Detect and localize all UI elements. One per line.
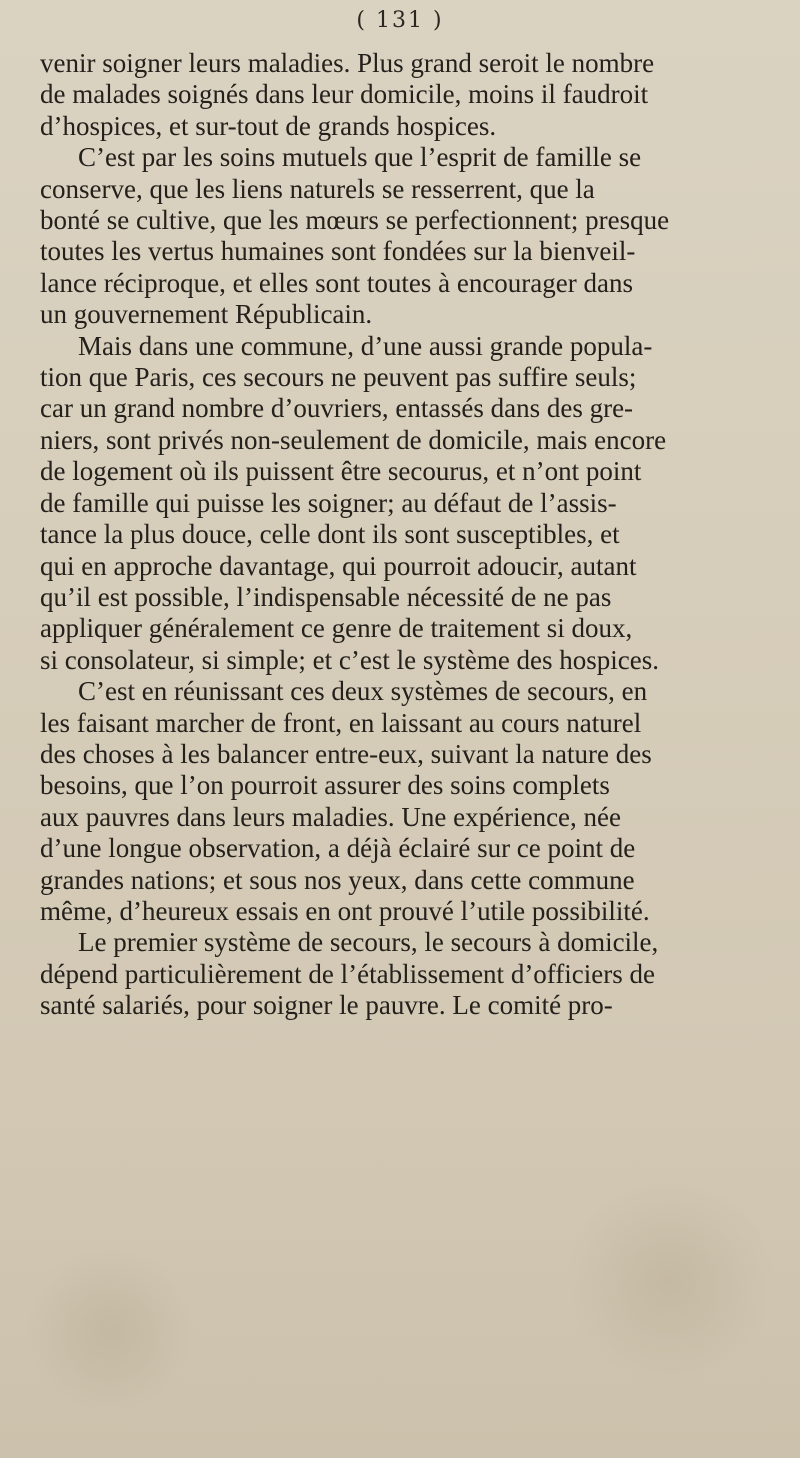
text-line: qu’il est possible, l’indispensable nécessité de ne pas (40, 581, 612, 612)
text-line: appliquer généralement ce genre de traitement si doux, (40, 613, 633, 644)
text-line: des choses à les balancer entre-eux, suivant la nature des (40, 738, 652, 769)
text-line: même, d’heureux essais en ont prouvé l’utile possibilité. (40, 895, 650, 926)
text-line: qui en approche davantage, qui pourroit adoucir, autant (40, 550, 637, 581)
text-line: lance réciproque, et elles sont toutes à encourager dans (40, 267, 633, 298)
text-line: santé salariés, pour soigner le pauvre. Le comité pro- (40, 990, 613, 1021)
text-line: de logement où ils puissent être secourus, et n’ont point (40, 456, 642, 487)
paper-stain (20, 1250, 200, 1410)
text-line: grandes nations; et sous nos yeux, dans cette commune (40, 864, 635, 895)
paper-stain (560, 1180, 780, 1380)
text-line: d’hospices, et sur-tout de grands hospices. (40, 110, 497, 141)
body-text (40, 48, 790, 1022)
text-line: les faisant marcher de front, en laissant au cours naturel (40, 707, 642, 738)
paragraph-start-line: C’est en réunissant ces deux systèmes de secours, en (78, 676, 648, 707)
text-line: de malades soignés dans leur domicile, moins il faudroit (40, 79, 649, 110)
text-line: toutes les vertus humaines sont fondées sur la bienveil- (40, 236, 636, 267)
paragraph-start-line: C’est par les soins mutuels que l’esprit de famille se (78, 142, 642, 173)
text-line: venir soigner leurs maladies. Plus grand seroit le nombre (40, 48, 655, 78)
text-line: car un grand nombre d’ouvriers, entassés dans des gre- (40, 393, 634, 424)
text-line: tance la plus douce, celle dont ils sont susceptibles, et (40, 519, 620, 550)
text-line: niers, sont privés non-seulement de domicile, mais encore (40, 424, 667, 455)
paragraph-start-line: Le premier système de secours, le secours à domicile, (78, 927, 659, 958)
text-line: d’une longue observation, a déjà éclairé sur ce point de (40, 833, 636, 864)
text-line: tion que Paris, ces secours ne peuvent pas suffire seuls; (40, 362, 637, 393)
text-line: aux pauvres dans leurs maladies. Une expérience, née (40, 801, 622, 832)
text-line: un gouvernement Républicain. (40, 299, 373, 330)
text-line: conserve, que les liens naturels se resserrent, que la (40, 173, 595, 204)
text-line: de famille qui puisse les soigner; au défaut de l’assis- (40, 487, 617, 518)
page-number: ( 131 ) (356, 8, 444, 33)
text-line: dépend particulièrement de l’établissement d’officiers de (40, 958, 656, 989)
text-line: bonté se cultive, que les mœurs se perfectionnent; presque (40, 205, 670, 236)
paragraph-start-line: Mais dans une commune, d’une aussi grande popula- (78, 330, 653, 361)
text-line: besoins, que l’on pourroit assurer des soins complets (40, 770, 610, 801)
text-line: si consolateur, si simple; et c’est le système des hospices. (40, 644, 660, 675)
